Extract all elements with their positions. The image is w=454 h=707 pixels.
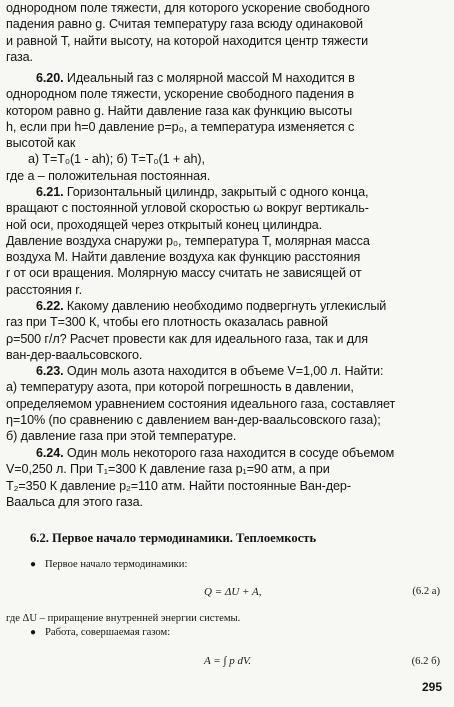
problem-line: Ваальса для этого газа. <box>6 494 143 509</box>
problem-line: б) давление газа при этой температуре. <box>6 429 237 443</box>
problem-6-24 <box>6 445 438 510</box>
problem-line: V=0,250 л. При T₁=300 К давление газа p₁=90 атм, а при <box>6 462 330 477</box>
problem-line: η=10% (по сравнению с давлением ван-дер-ваальсовского газа); <box>6 412 381 427</box>
equation-number: (6.2 а) <box>412 586 440 597</box>
problem-options: а) T=T₀(1 - ah); б) T=T₀(1 + ah), <box>28 152 205 167</box>
intro-paragraph <box>6 0 438 65</box>
formula-first-law: Q = ΔU + A, <box>204 586 262 598</box>
problem-line: Один моль некоторого газа находится в сосуде объемом <box>66 446 395 460</box>
problem-line: определяемом уравнением состояния идеального газа, составляет <box>6 396 396 411</box>
problem-line: а) температуру азота, при которой погрешность в давлении, <box>6 380 354 395</box>
problem-line: Один моль азота находится в объеме V=1,00 л. Найти: <box>66 364 384 378</box>
problem-line: h, если при h=0 давление p=p₀, а температура изменяется с <box>6 119 355 134</box>
intro-line: падения равно g. Считая температуру газа всюду одинаковой <box>6 17 363 32</box>
problem-line: ной оси, проходящей через открытый конец цилиндра. <box>6 217 323 232</box>
problem-line: вращают с постоянной угловой скоростью ω вокруг вертикаль- <box>6 201 369 216</box>
problem-6-22 <box>6 298 438 363</box>
problem-number: 6.20. <box>36 71 64 85</box>
problem-number: 6.22. <box>36 299 64 313</box>
section-heading: 6.2. Первое начало термодинамики. Теплоемкость <box>30 531 317 545</box>
problem-note: где a – положительная постоянная. <box>6 168 211 183</box>
problem-line: Какому давлению необходимо подвергнуть углекислый <box>66 299 387 313</box>
problem-line: Горизонтальный цилиндр, закрытый с одного конца, <box>66 185 369 199</box>
problem-line: газ при T=300 К, чтобы его плотность оказалась равной <box>6 315 328 330</box>
intro-line: и равной T, найти высоту, на которой находится центр тяжести <box>6 33 369 48</box>
bullet-icon: ● <box>30 627 37 638</box>
problem-line: ван-дер-ваальсовского. <box>6 347 143 362</box>
where-text: где ΔU – приращение внутренней энергии системы. <box>6 613 241 624</box>
bullet-text: Работа, совершаемая газом: <box>45 627 171 638</box>
problem-line: Идеальный газ с молярной массой M находится в <box>66 71 355 85</box>
problem-6-23 <box>6 363 438 444</box>
problem-6-20 <box>6 70 438 184</box>
problem-6-21 <box>6 184 438 298</box>
bullet-text: Первое начало термодинамики: <box>45 559 188 570</box>
problem-line: воздуха M. Найти давление воздуха как функцию расстояния <box>6 250 361 264</box>
problem-number: 6.23. <box>36 364 64 378</box>
problem-number: 6.21. <box>36 185 64 199</box>
problem-line: высотой как <box>6 136 76 150</box>
bullet-icon: ● <box>30 559 37 570</box>
problem-line: котором равно g. Найти давление газа как функцию высоты <box>6 103 353 118</box>
equation-number: (6.2 б) <box>411 656 440 667</box>
page-number: 295 <box>421 680 442 694</box>
problem-line: T₂=350 К давление p₂=110 атм. Найти постоянные Ван-дер- <box>6 478 351 493</box>
formula-work: A = ∫ p dV. <box>204 655 252 667</box>
problem-line: r от оси вращения. Молярную массу считать не зависящей от <box>6 266 362 281</box>
problem-line: ρ=500 г/л? Расчет провести как для идеального газа, так и для <box>6 331 368 346</box>
problem-line: однородном поле тяжести, ускорение свободного падения в <box>6 87 354 102</box>
intro-line: газа. <box>6 49 33 64</box>
intro-line: однородном поле тяжести, для которого ускорение свободного <box>6 1 370 15</box>
problem-line: расстояния r. <box>6 282 83 297</box>
problem-number: 6.24. <box>36 446 64 460</box>
problem-line: Давление воздуха снаружи p₀, температура T, молярная масса <box>6 233 370 248</box>
